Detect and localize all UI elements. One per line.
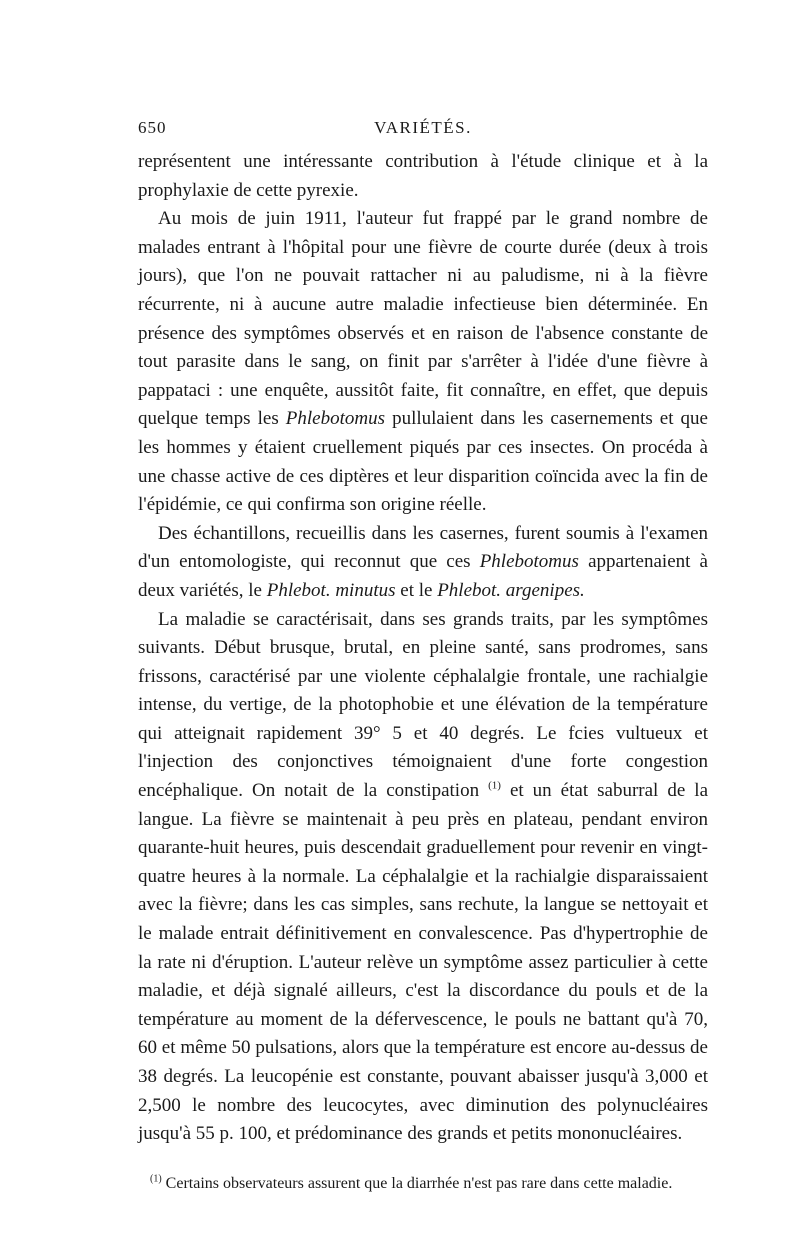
paragraph-3 [138, 520, 708, 606]
paragraph-text: pullulaient dans les casernements et que les hommes y étaient cruellement piqués par ces insectes. On procéda à une chasse active de ces diptères et leur disparition coïncida avec la fin de l'épidémie, ce qui confirma son origine réelle. [138, 408, 708, 516]
paragraph-text: et le [395, 579, 438, 601]
paragraph-2 [138, 205, 708, 520]
paragraph-1 [138, 148, 708, 205]
footnotes [138, 1171, 708, 1196]
footnote-reference[interactable]: (1) [488, 779, 501, 792]
paragraph-text: Au mois de juin 1911, l'auteur fut frappé par le grand nombre de malades entrant à l'hôpital pour une fièvre de courte durée (deux à trois jours), que l'on ne pouvait rattacher ni au paludisme, ni à la fièvre récurrente, ni à aucune autre maladie infectieuse bien déterminée. En présence des symptômes observés et en raison de l'absence constante de tout parasite dans le sang, on finit par s'arrêter à l'idée d'une fièvre à pappataci : une enquête, aussitôt faite, fit connaître, en effet, que depuis quelque temps les [138, 208, 708, 430]
paragraph-text: et un état saburral de la langue. La fièvre se maintenait à peu près en plateau, pendant environ quarante-huit heures, puis descendait graduellement pour revenir en vingt-quatre heures à la normale. La céphalalgie et la rachialgie disparaissaient avec la fièvre; dans les cas simples, sans rechute, la langue se nettoyait et le malade entrait définitivement en convalescence. Pas d'hypertrophie de la rate ni d'éruption. L'auteur relève un symptôme assez particulier à cette maladie, et déjà signalé ailleurs, c'est la discordance du pouls et de la température au moment de la défervescence, le pouls ne battant qu'à 70, 60 et même 50 pulsations, alors que la température est encore au-dessus de 38 degrés. La leucopénie est constante, pouvant abaisser jusqu'à 3,000 et 2,500 le nombre des leucocytes, avec diminution des polynucléaires jusqu'à 55 p. 100, et prédominance des grands et petits mononucléaires. [138, 780, 708, 1145]
species-name: Phlebotomus [285, 408, 386, 430]
footnote-text: Certains observateurs assurent que la diarrhée n'est pas rare dans cette maladie. [165, 1174, 673, 1192]
running-title: VARIÉTÉS. [374, 118, 472, 137]
paragraph-text: La maladie se caractérisait, dans ses grands traits, par les symptômes suivants. Début brusque, brutal, en pleine santé, sans prodromes, sans frissons, caractérisé par une violente céphalalgie frontale, une rachialgie intense, du vertige, de la photophobie et une élévation de la température qui atteignait rapidement 39° 5 et 40 degrés. Le fcies vultueux et l'injection des conjonctives témoignaient d'une forte congestion encéphalique. On notait de la constipation [138, 608, 708, 802]
body-text [138, 148, 708, 1149]
paragraph-4 [138, 606, 708, 1149]
footnote-mark: (1) [150, 1173, 162, 1185]
species-name: Phlebotomus [479, 551, 579, 573]
species-name: Phlebot. minutus [266, 579, 396, 601]
document-page [138, 118, 708, 1196]
running-header [138, 118, 708, 148]
footnote-1 [138, 1171, 708, 1196]
paragraph-text: Des échantillons, recueillis dans les casernes, furent soumis à l'examen d'un entomologiste, qui reconnut que ces [138, 522, 708, 573]
paragraph-text: appartenaient à deux variétés, le [138, 551, 708, 601]
species-name: Phlebot. argenipes. [437, 579, 585, 601]
paragraph-text: représentent une intéressante contribution à l'étude clinique et à la prophylaxie de cette pyrexie. [138, 151, 708, 201]
page-number: 650 [138, 118, 167, 137]
